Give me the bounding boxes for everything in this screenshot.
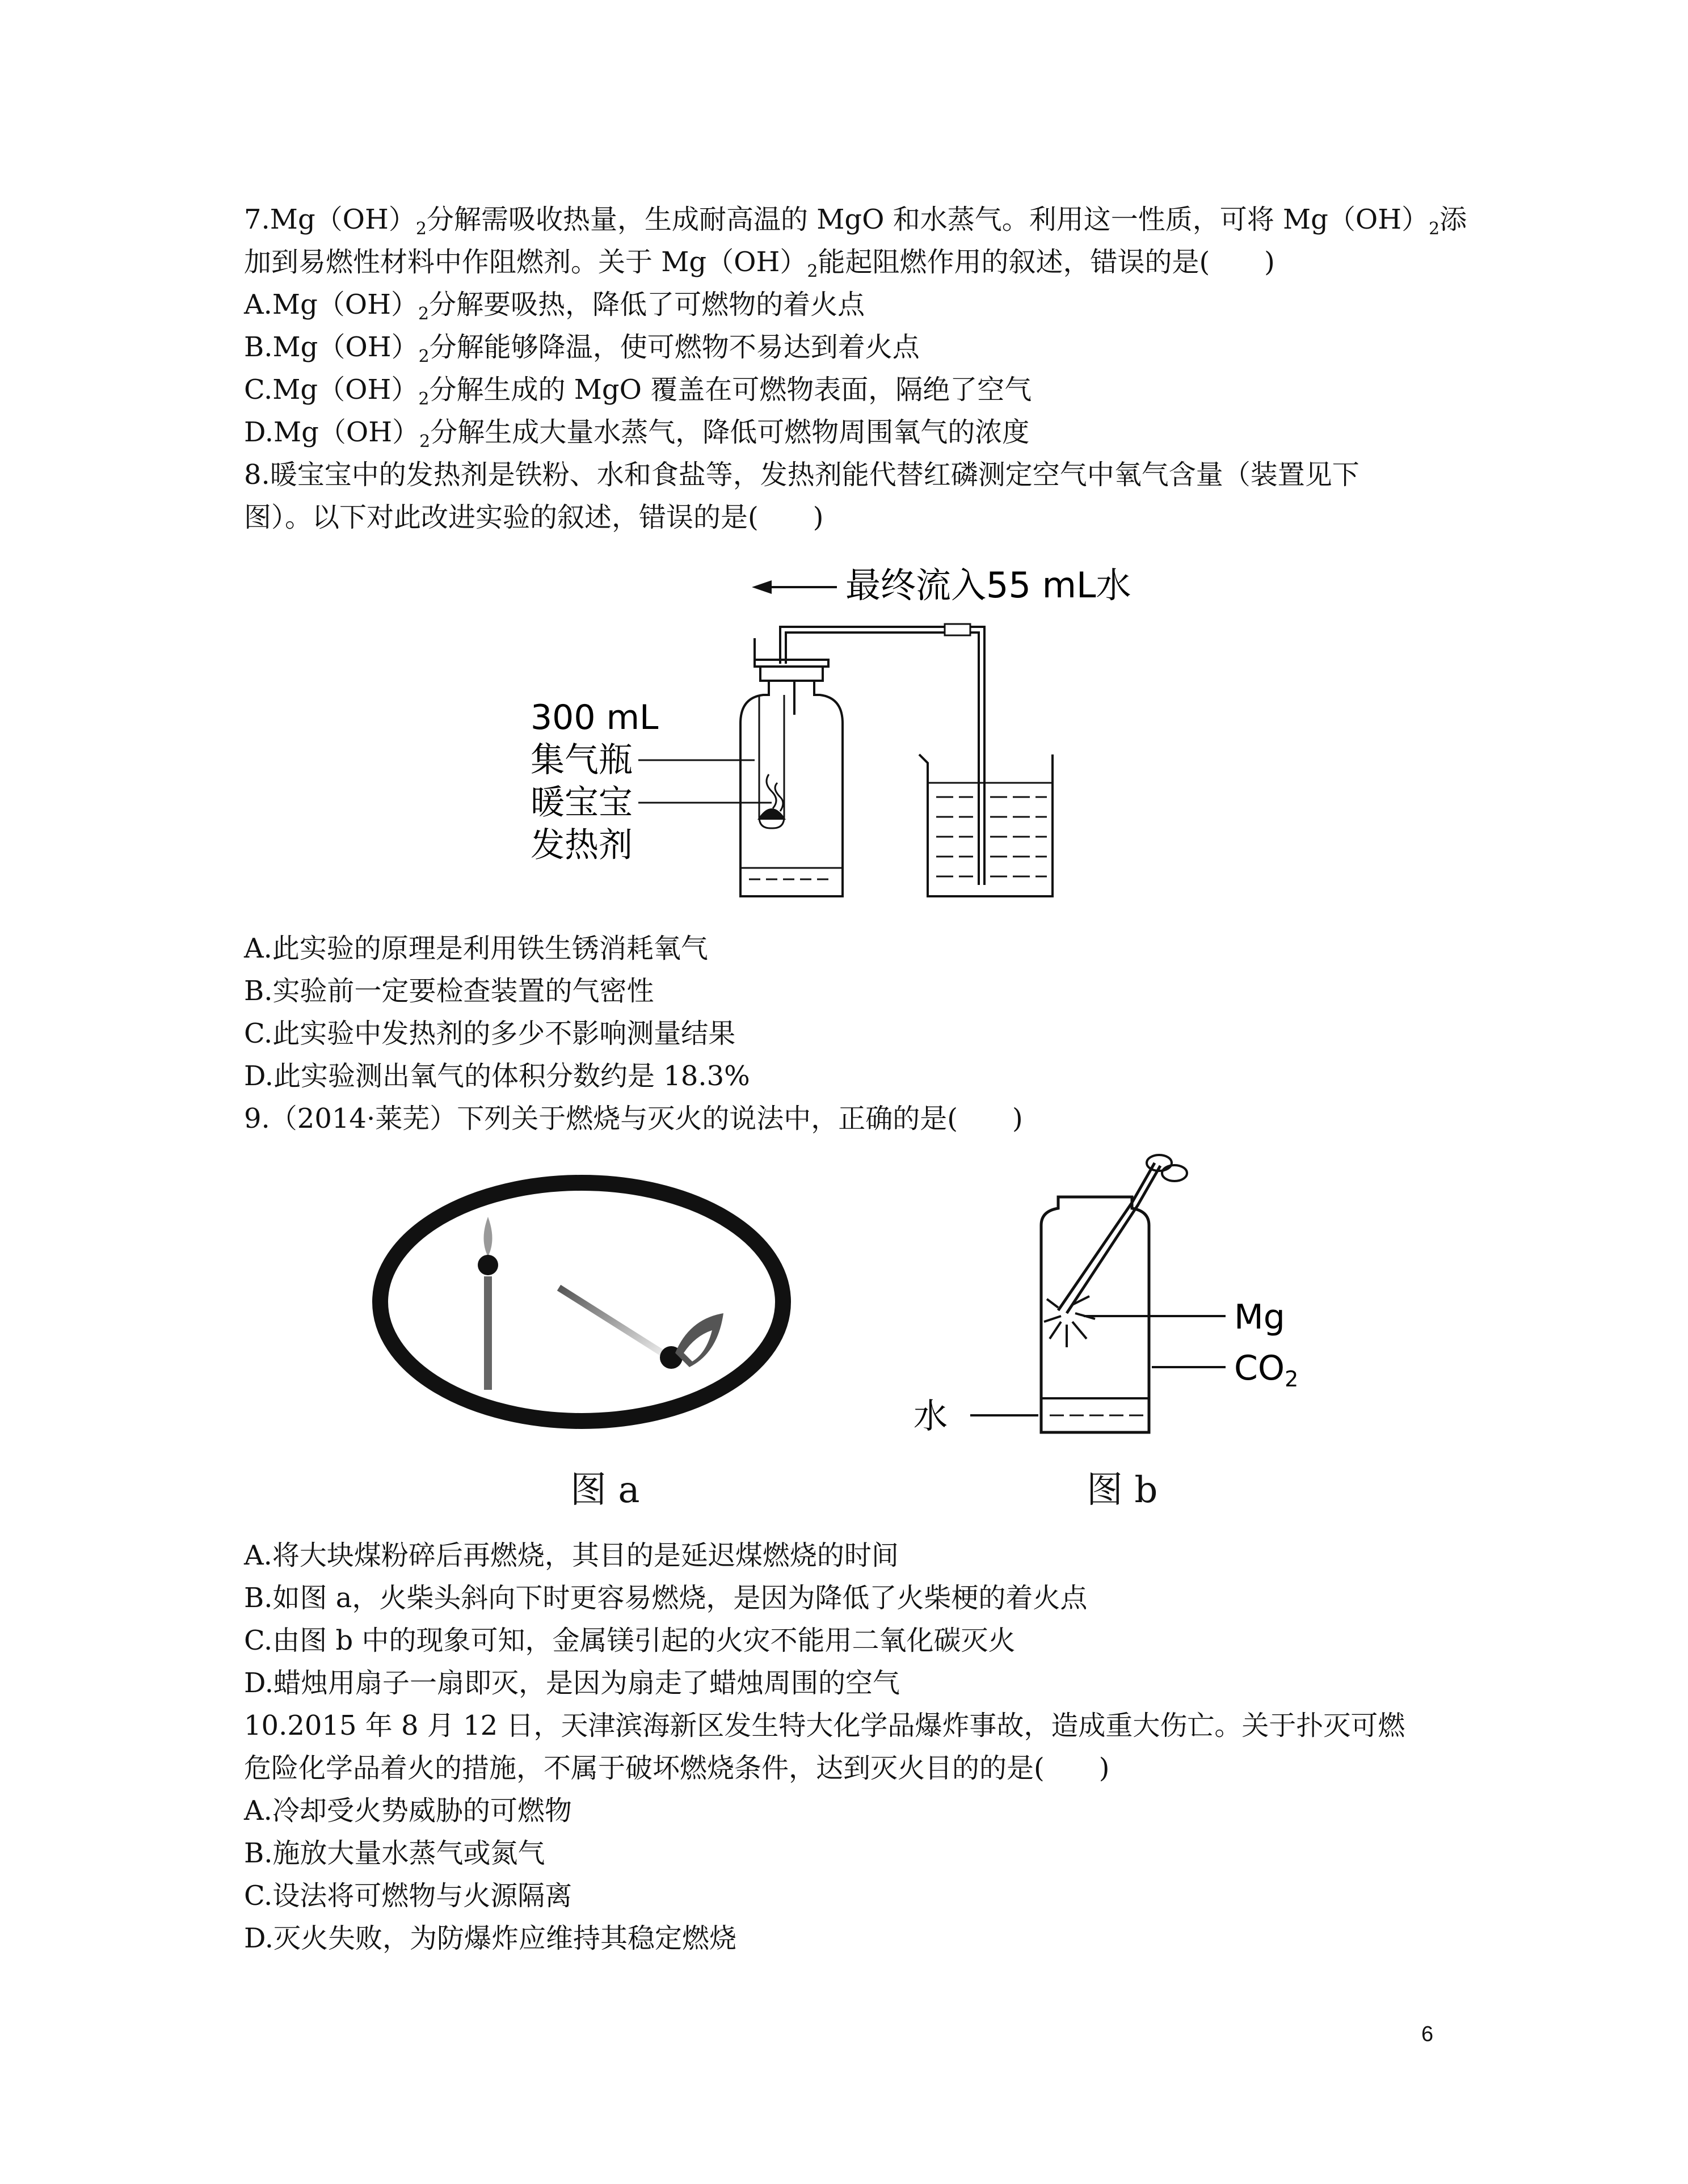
q9-figure-a: [372, 1166, 792, 1438]
q9-option-d: D.蜡烛用扇子一扇即灭，是因为扇走了蜡烛周围的空气: [244, 1667, 900, 1699]
q9-option-b: B.如图 a，火柴头斜向下时更容易燃烧，是因为降低了火柴梗的着火点: [244, 1582, 1088, 1614]
q7-stem-line-2: 加到易燃性材料中作阻燃剂。关于 $Mg(OH)_2$能起阻燃作用的叙述，错误的是( ): [244, 246, 1275, 281]
label-co2: $CO_2$: [1234, 1348, 1299, 1392]
q9-option-a: A.将大块煤粉碎后再燃烧，其目的是延迟煤燃烧的时间: [244, 1540, 899, 1571]
label-mg: Mg: [1234, 1297, 1285, 1337]
q7-option-d: $D.Mg(OH)_2$分解生成大量水蒸气，降低可燃物周围氧气的浓度: [244, 416, 1030, 452]
q8-option-c: C.此实验中发热剂的多少不影响测量结果: [244, 1018, 736, 1049]
label-agent: 发热剂: [531, 825, 633, 865]
q10-option-c: C.设法将可燃物与火源隔离: [244, 1880, 573, 1912]
q10-stem-line-2: 危险化学品着火的措施，不属于破坏燃烧条件，达到灭火目的的是( ): [244, 1752, 1110, 1784]
arrow-label: 最终流入55 mL水: [845, 564, 1131, 606]
q8-option-d: D.此实验测出氧气的体积分数约是 18.3%: [244, 1060, 750, 1092]
label-bottle: 集气瓶: [531, 740, 633, 780]
q10-stem-line-1: 10.2015 年 8 月 12 日，天津滨海新区发生特大化学品爆炸事故，造成重大伤亡。关于扑灭可燃: [244, 1710, 1405, 1742]
q7-option-c: $C.Mg(OH)_2$分解生成的 MgO 覆盖在可燃物表面，隔绝了空气: [244, 374, 1032, 409]
label-warmer: 暖宝宝: [531, 783, 633, 823]
q8-option-a: A.此实验的原理是利用铁生锈消耗氧气: [244, 933, 708, 964]
q8-option-b: B.实验前一定要检查装置的气密性: [244, 975, 654, 1007]
beaker: [919, 754, 1053, 896]
burning-sparks-icon: [1044, 1296, 1095, 1347]
q8-apparatus-figure: [528, 559, 1169, 910]
label-volume: 300 mL: [531, 698, 659, 737]
q7-option-b: $B.Mg(OH)_2$分解能够降温，使可燃物不易达到着火点: [244, 331, 920, 366]
arrow-left-icon: [752, 580, 837, 594]
q9-option-c: C.由图 b 中的现象可知，金属镁引起的火灾不能用二氧化碳灭火: [244, 1625, 1016, 1656]
q10-option-a: A.冷却受火势威胁的可燃物: [244, 1795, 572, 1827]
q8-stem-line-1: 8.暖宝宝中的发热剂是铁粉、水和食盐等，发热剂能代替红磷测定空气中氧气含量（装置见下: [244, 459, 1359, 491]
q10-option-b: B.施放大量水蒸气或氮气: [244, 1837, 545, 1869]
q9-figure-b: [888, 1152, 1319, 1447]
gas-bottle-b: [1041, 1197, 1149, 1432]
q7-option-a: $A.Mg(OH)_2$分解要吸热，降低了可燃物的着火点: [244, 289, 865, 324]
q9-stem: 9.（2014·莱芜）下列关于燃烧与灭火的说法中，正确的是( ): [244, 1103, 1023, 1135]
label-water: 水: [914, 1397, 948, 1436]
fig-a-label: 图 a: [570, 1469, 640, 1511]
page-number: 6: [1421, 2022, 1434, 2046]
q10-option-d: D.灭火失败，为防爆炸应维持其稳定燃烧: [244, 1922, 737, 1954]
fig-b-label: 图 b: [1087, 1469, 1158, 1511]
q8-stem-line-2: 图）。以下对此改进实验的叙述，错误的是( ): [244, 501, 824, 533]
gas-bottle: [740, 681, 843, 896]
q7-stem-line-1: $7.Mg(OH)_2$分解需吸收热量，生成耐高温的 MgO 和水蒸气。利用这一性质，可将 $Mg(OH)_2$添: [244, 204, 1467, 239]
